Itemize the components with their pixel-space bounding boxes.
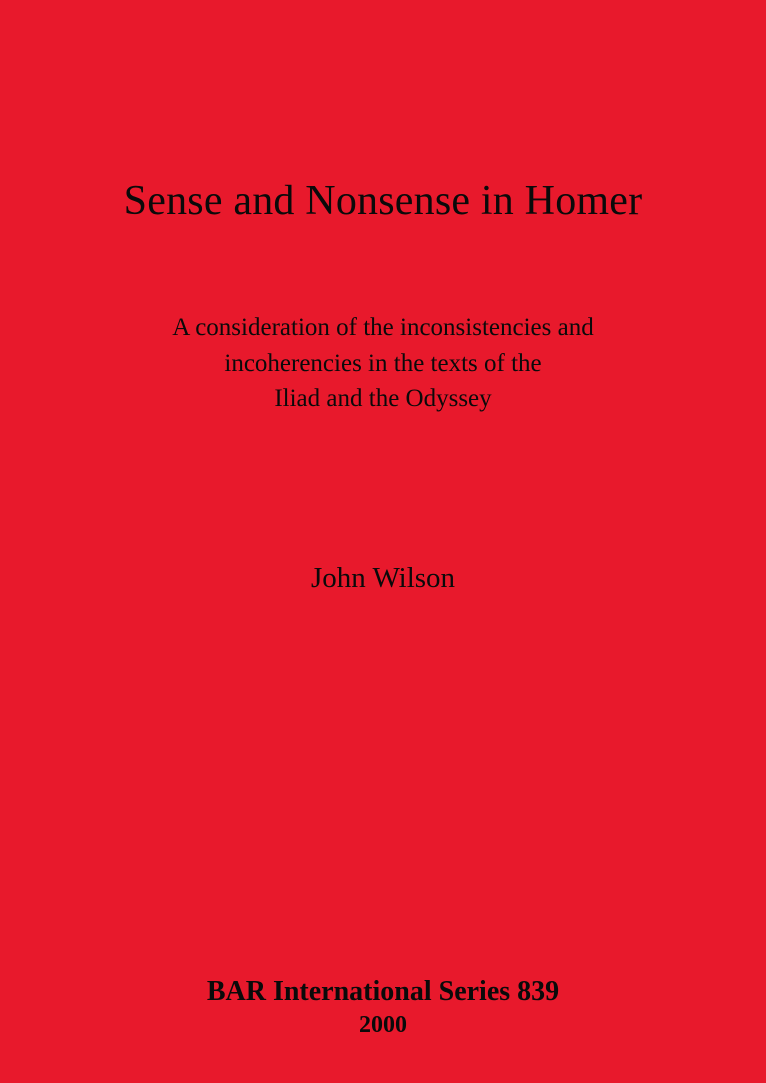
page-title: Sense and Nonsense in Homer xyxy=(123,178,643,224)
subtitle-line-1: A consideration of the inconsistencies and xyxy=(172,314,594,341)
series-title: BAR International Series 839 xyxy=(206,976,560,1008)
subtitle-line-2: incoherencies in the texts of the xyxy=(224,349,542,377)
subtitle-line-3: Iliad and the Odyssey xyxy=(274,385,492,412)
publication-year: 2000 xyxy=(359,1012,407,1039)
author-block xyxy=(0,562,766,595)
series-block xyxy=(0,974,766,1041)
title-block xyxy=(0,178,766,225)
author-name: John Wilson xyxy=(310,562,456,594)
subtitle-block xyxy=(0,310,766,417)
